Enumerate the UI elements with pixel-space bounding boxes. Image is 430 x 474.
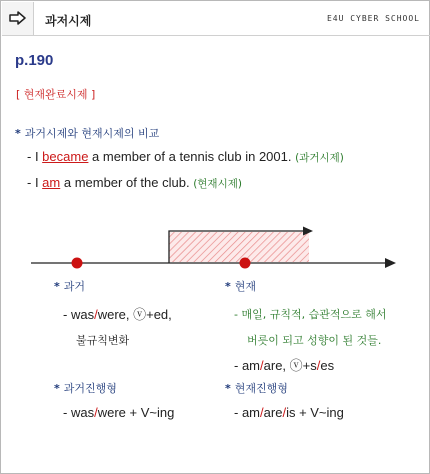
timeline-arrowhead [385, 258, 396, 268]
past-progressive-heading [54, 380, 117, 396]
past-irregular: 불규칙변화 [76, 334, 130, 347]
star-bullet: * [225, 382, 231, 395]
star-bullet: * [54, 382, 60, 395]
present-forms: - am/are, ⓥ+s/es [234, 358, 335, 373]
present-form-am: am [241, 358, 261, 373]
past-progressive-form: - was/were + V~ing [63, 405, 175, 420]
slash: / [260, 405, 264, 420]
past-heading [54, 278, 85, 294]
past-form-rest: were, ⓥ+ed, [97, 307, 172, 322]
example-past [27, 149, 344, 165]
comparison-heading [15, 125, 159, 141]
example-present [27, 175, 242, 191]
brand-label: E4U CYBER SCHOOL [326, 14, 420, 23]
page-number: p.190 [15, 52, 54, 69]
arrow-right-icon [9, 11, 27, 25]
slash: / [94, 307, 98, 322]
past-forms: - was/were, ⓥ+ed, [63, 307, 172, 322]
timeline-diagram [1, 221, 430, 281]
present-progressive-form: - am/are/is + V~ing [234, 405, 344, 420]
comparison-heading-text: 과거시제와 현재시제의 비교 [24, 127, 160, 140]
past-dot [72, 258, 83, 269]
slash: / [282, 405, 287, 420]
example-past-rest: a member of a tennis club in 2001. [88, 149, 296, 164]
present-prog-am: am [241, 405, 261, 420]
past-form-was: was [70, 307, 95, 322]
present-dot [240, 258, 251, 269]
example-present-prefix: - I [27, 175, 43, 190]
past-prog-rest: were + V~ing [97, 405, 175, 420]
star-bullet: * [15, 127, 21, 140]
present-progressive-heading [225, 380, 288, 396]
star-bullet: * [54, 280, 60, 293]
present-prog-are: are [263, 405, 283, 420]
present-form-are: are, ⓥ+s [263, 358, 317, 373]
header-bar [2, 2, 430, 36]
present-label: 현재 [234, 280, 257, 293]
example-present-note: (현재시제) [193, 178, 242, 190]
slash: / [94, 405, 98, 420]
present-form-es: es [320, 358, 335, 373]
past-prog-was: was [70, 405, 95, 420]
present-progressive-label: 현재진행형 [234, 382, 288, 395]
present-desc-2: 버릇이 되고 성향이 된 것들. [247, 334, 382, 347]
example-past-note: (과거시제) [295, 152, 344, 164]
example-past-prefix: - I [27, 149, 43, 164]
past-label: 과거 [63, 280, 86, 293]
present-prog-rest: is + V~ing [286, 405, 344, 420]
header-icon-box[interactable] [2, 2, 34, 35]
star-bullet: * [225, 280, 231, 293]
past-progressive-label: 과거진행형 [63, 382, 117, 395]
header-title: 과저시제 [45, 14, 92, 28]
example-present-verb: am [42, 175, 61, 190]
example-present-rest: a member of the club. [60, 175, 194, 190]
present-range-hatch [169, 232, 309, 262]
topic-title: [ 현재완료시제 ] [16, 88, 96, 101]
present-heading [225, 278, 256, 294]
example-past-verb: became [42, 149, 89, 164]
present-desc-1: - 매일, 규칙적, 습관적으로 해서 [234, 308, 387, 321]
slash: / [316, 358, 321, 373]
slash: / [260, 358, 264, 373]
